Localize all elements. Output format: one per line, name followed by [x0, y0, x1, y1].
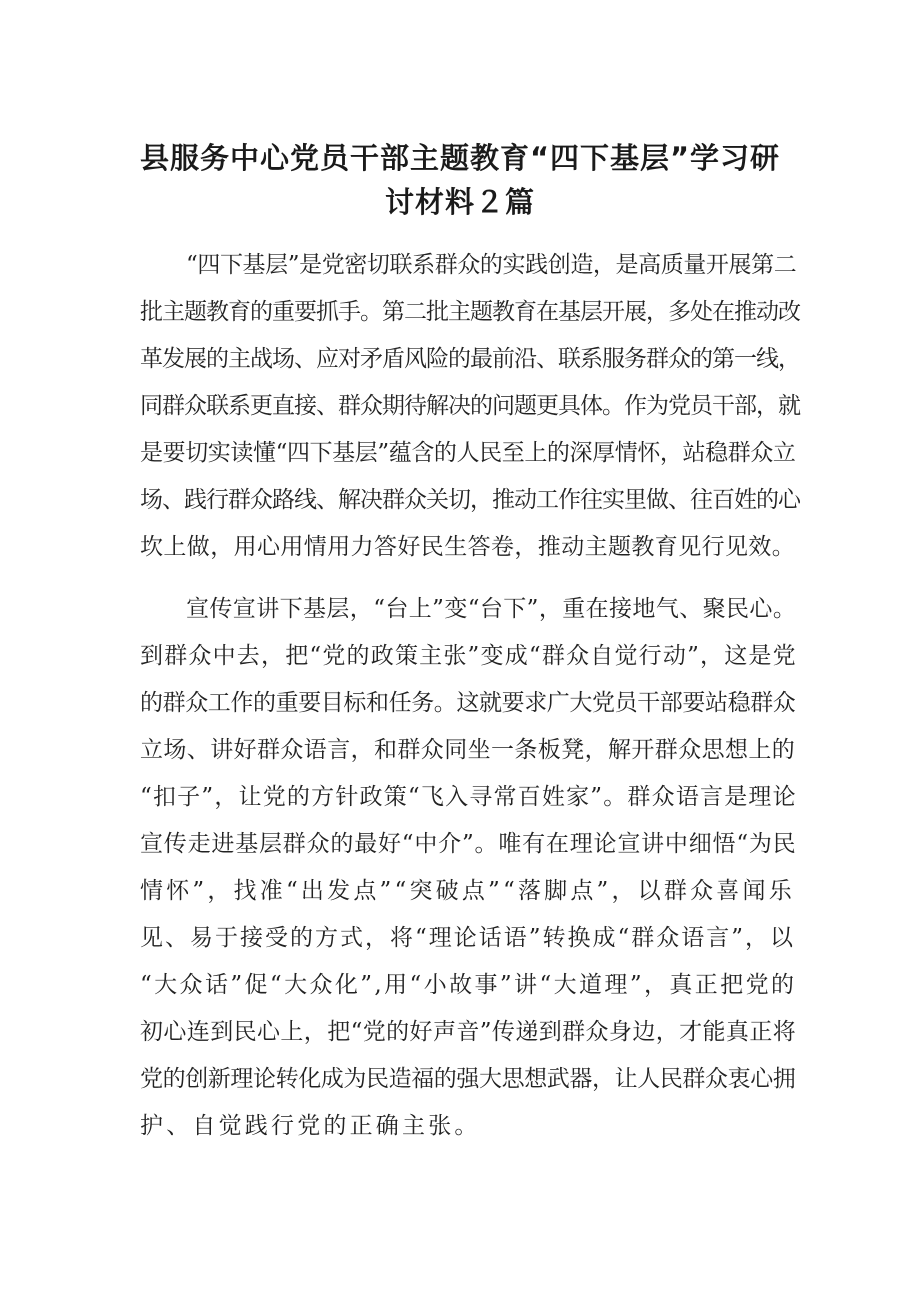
- paragraph-2-line: 到群众中去，把“党的政策主张”变成“群众自觉行动”，这是党: [140, 643, 797, 669]
- paragraph-2-line: 立场、讲好群众语言，和群众同坐一条板凳，解开群众思想上的: [140, 737, 796, 763]
- paragraph-2-line: 初心连到民心上，把“党的好声音”传递到群众身边，才能真正将: [140, 1019, 797, 1045]
- paragraph-2-line: 情怀”，找准“出发点”“突破点”“落脚点”，以群众喜闻乐: [140, 878, 795, 904]
- paragraph-2-line: 见、易于接受的方式，将“理论话语”转换成“群众语言”，以: [140, 925, 796, 951]
- paragraph-2-line: “大众话”促“大众化”,用“小故事”讲“大道理”，真正把党的: [140, 972, 797, 998]
- paragraph-1-line: “四下基层”是党密切联系群众的实践创造，是高质量开展第二: [186, 252, 797, 278]
- paragraph-1-line: 同群众联系更直接、群众期待解决的问题更具体。作为党员干部，就: [140, 393, 800, 419]
- paragraph-2-line: 宣传走进基层群众的最好“中介”。唯有在理论宣讲中细悟“为民: [140, 831, 797, 857]
- paragraph-2-line: 党的创新理论转化成为民造福的强大思想武器，让人民群众衷心拥: [140, 1066, 796, 1092]
- document-title-line-2: 讨材料２篇: [384, 185, 535, 219]
- document-title-line-1: 县服务中心党员干部主题教育“四下基层”学习研: [139, 141, 781, 175]
- paragraph-2-line: 护、自觉践行党的正确主张。: [140, 1113, 481, 1139]
- paragraph-2-line: 宣传宣讲下基层，“台上”变“台下”，重在接地气、聚民心。: [186, 596, 797, 622]
- paragraph-1-line: 批主题教育的重要抓手。第二批主题教育在基层开展，多处在推动改: [140, 299, 800, 325]
- paragraph-1-line: 坎上做，用心用情用力答好民生答卷，推动主题教育见行见效。: [140, 534, 796, 560]
- paragraph-1-line: 场、践行群众路线、解决群众关切，推动工作往实里做、往百姓的心: [140, 487, 800, 513]
- paragraph-2-line: 的群众工作的重要目标和任务。这就要求广大党员干部要站稳群众: [140, 690, 796, 716]
- paragraph-2-line: “扣子”，让党的方针政策“飞入寻常百姓家”。群众语言是理论: [140, 784, 797, 810]
- paragraph-1-line: 革发展的主战场、应对矛盾风险的最前沿、联系服务群众的第一线，: [140, 346, 800, 372]
- paragraph-1-line: 是要切实读懂“四下基层”蕴含的人民至上的深厚情怀，站稳群众立: [140, 440, 796, 466]
